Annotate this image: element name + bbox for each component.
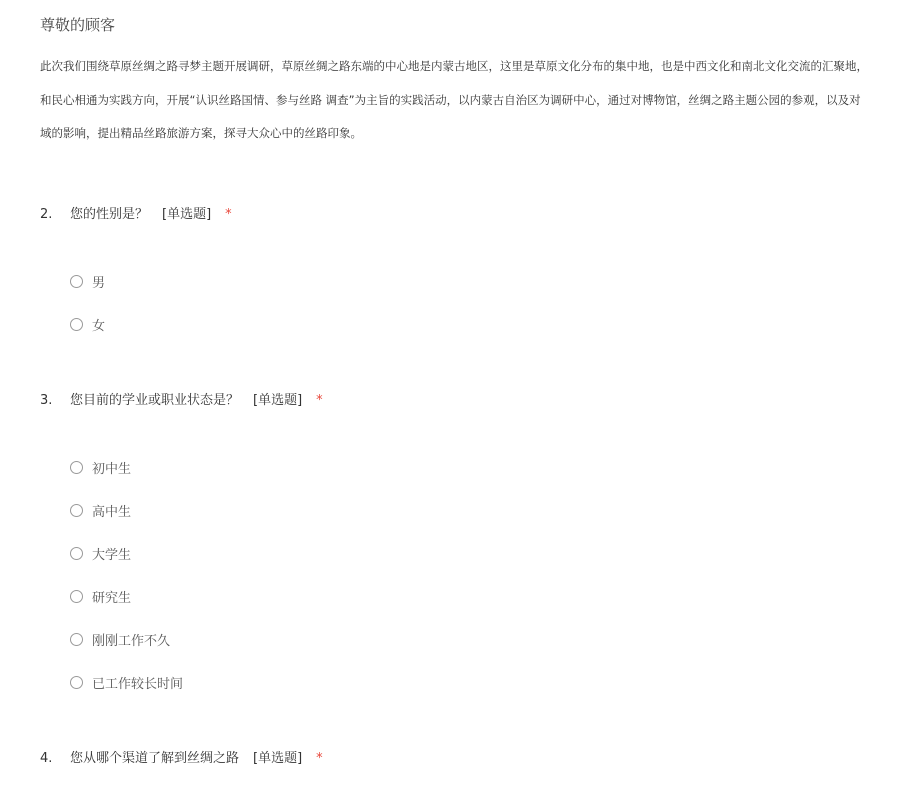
question-type: [单选题] (253, 751, 303, 766)
option-status-high-school[interactable] (70, 501, 131, 519)
option-status-graduate[interactable] (70, 587, 131, 605)
question-gender (40, 203, 232, 222)
option-gender-female[interactable] (70, 315, 105, 333)
required-mark: * (316, 751, 323, 766)
question-title: 您从哪个渠道了解到丝绸之路 (70, 751, 240, 766)
option-label[interactable]: 大学生 (92, 547, 132, 563)
option-label[interactable]: 初中生 (92, 461, 132, 477)
question-number: 3. (40, 393, 53, 408)
question-channel (40, 747, 323, 766)
question-title: 您目前的学业或职业状态是？ (70, 393, 240, 408)
question-title: 您的性别是？ (70, 207, 149, 222)
radio-button[interactable] (70, 676, 83, 689)
question-type: [单选题] (162, 207, 212, 222)
radio-button[interactable] (70, 318, 83, 331)
question-status (40, 389, 323, 408)
option-label[interactable]: 研究生 (92, 590, 132, 606)
radio-button[interactable] (70, 547, 83, 560)
option-label[interactable]: 已工作较长时间 (92, 676, 184, 692)
radio-button[interactable] (70, 504, 83, 517)
option-label[interactable]: 女 (92, 318, 106, 334)
intro-text-line: 和民心相通为实践方向，开展“认识丝路国情、参与丝路 调查”为主旨的实践活动，以内蒙古自治区为调研中心，通过对博物馆，丝绸之路主题公园的参观，以及对 (40, 93, 861, 107)
required-mark: * (316, 393, 323, 408)
required-mark: * (225, 207, 232, 222)
greeting-title: 尊敬的顾客 (40, 16, 116, 34)
question-number: 2. (40, 207, 53, 222)
radio-button[interactable] (70, 275, 83, 288)
question-number: 4. (40, 751, 53, 766)
option-label[interactable]: 男 (92, 275, 106, 291)
option-status-university[interactable] (70, 544, 131, 562)
option-label[interactable]: 高中生 (92, 504, 132, 520)
option-status-middle-school[interactable] (70, 458, 131, 476)
option-label[interactable]: 刚刚工作不久 (92, 633, 171, 649)
option-gender-male[interactable] (70, 272, 105, 290)
option-status-new-worker[interactable] (70, 630, 170, 648)
radio-button[interactable] (70, 461, 83, 474)
intro-text-line: 域的影响，提出精品丝路旅游方案，探寻大众心中的丝路印象。 (40, 126, 362, 140)
intro-text-line: 此次我们围绕草原丝绸之路寻梦主题开展调研，草原丝绸之路东端的中心地是内蒙古地区，这里是草原文化分布的集中地，也是中西文化和南北文化交流的汇聚地， (40, 59, 868, 73)
option-status-long-worker[interactable] (70, 673, 183, 691)
radio-button[interactable] (70, 633, 83, 646)
radio-button[interactable] (70, 590, 83, 603)
question-type: [单选题] (253, 393, 303, 408)
